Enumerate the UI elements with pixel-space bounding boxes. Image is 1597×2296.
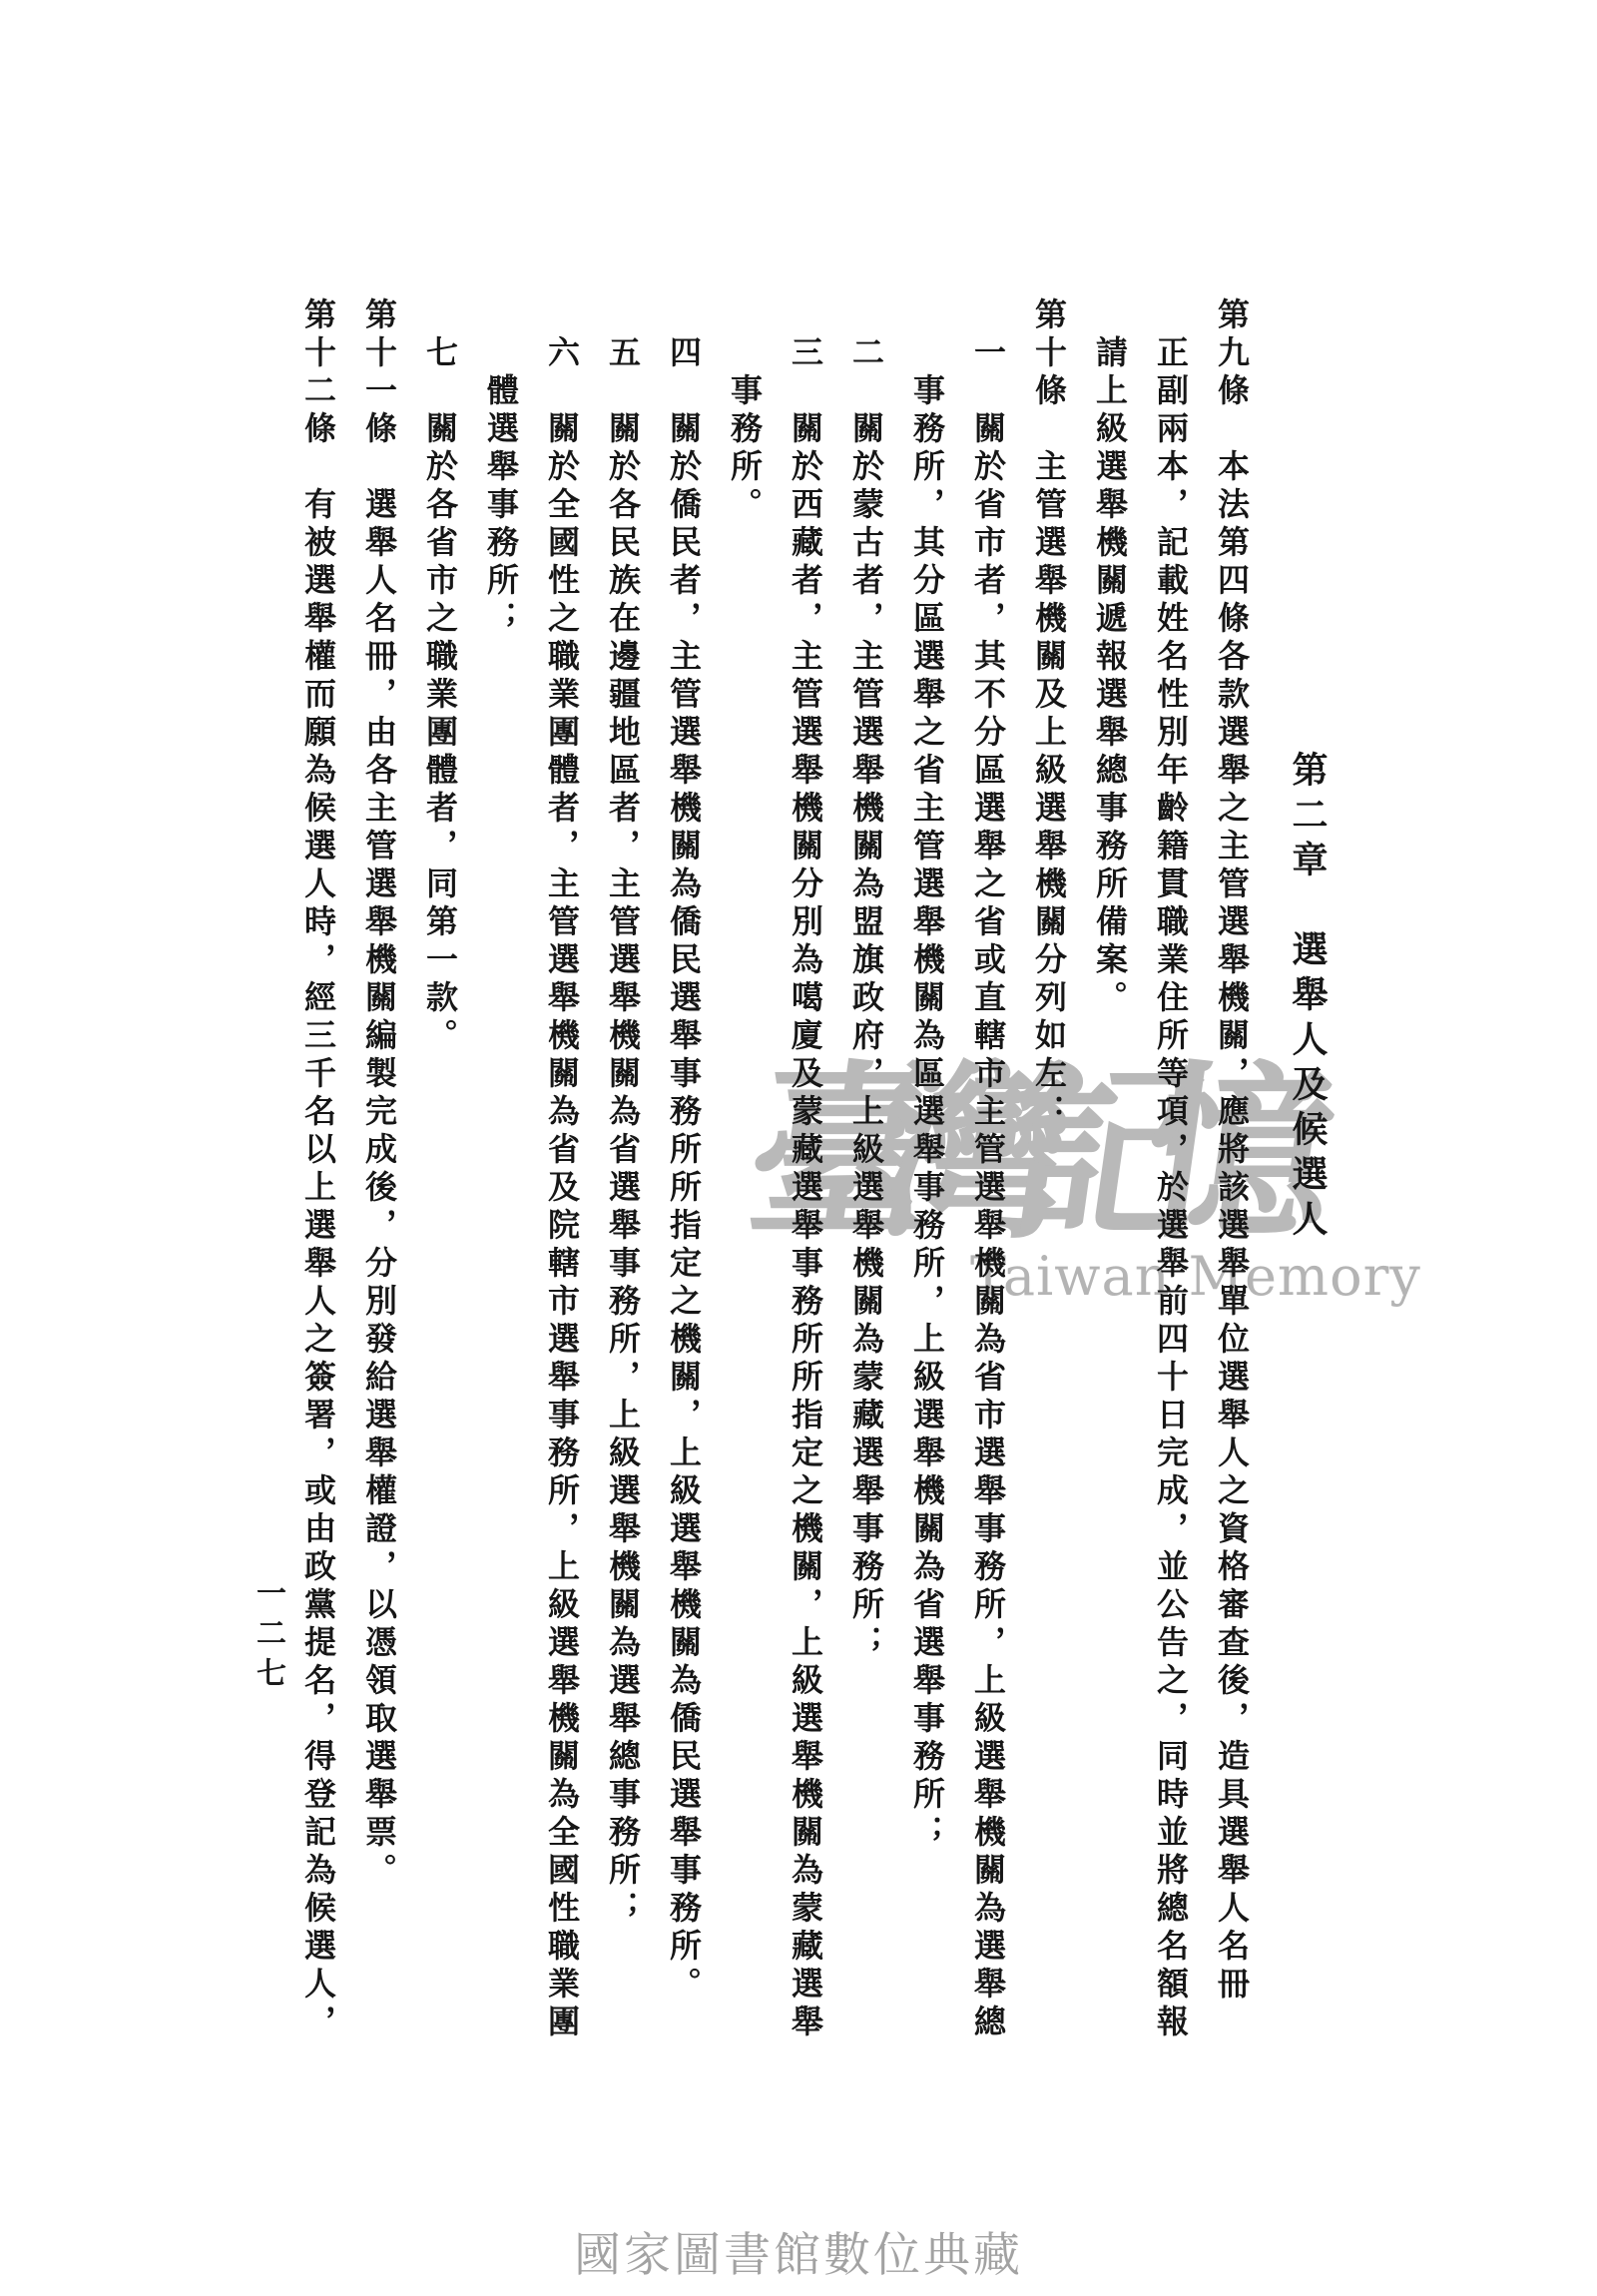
text-column: 四 關於僑民者，主管選舉機關為僑民選舉事務所所指定之機關，上級選舉機關為僑民選舉事務所。 (665, 297, 703, 2005)
text-column: 一 關於省市者，其不分區選舉之省或直轄市主管選舉機關為省市選舉事務所，上級選舉機關為選舉總 (969, 297, 1007, 2042)
text-column: 六 關於全國性之職業團體者，主管選舉機關為省及院轄市選舉事務所，上級選舉機關為全國性職業團 (543, 297, 581, 2042)
page-number: 一二七 (251, 1577, 285, 1697)
text-column: 事務所，其分區選舉之省主管選舉機關為區選舉事務所，上級選舉機關為省選舉事務所； (908, 297, 946, 1853)
text-column: 第十條 主管選舉機關及上級選舉機關分列如左： (1030, 297, 1068, 1132)
text-column: 體選舉事務所； (482, 297, 520, 639)
text-column: 正副兩本，記載姓名性別年齡籍貫職業住所等項，於選舉前四十日完成，並公告之，同時並將總名額報 (1152, 297, 1190, 2042)
text-column: 請上級選舉機關遞報選舉總事務所備案。 (1091, 297, 1129, 1018)
digital-archive-footer: 國家圖書館數位典藏 (574, 2228, 1023, 2281)
text-column: 第十二條 有被選舉權而願為候選人時，經三千名以上選舉人之簽署，或由政黨提名，得登記為候選人， (299, 297, 337, 2042)
text-column: 二 關於蒙古者，主管選舉機關為盟旗政府，上級選舉機關為蒙藏選舉事務所； (847, 297, 885, 1663)
taiwan-memory-watermark-latin: Taiwan Memory (970, 1245, 1421, 1308)
law-text-block (287, 297, 1262, 2104)
text-column: 七 關於各省市之職業團體者，同第一款。 (421, 297, 459, 1056)
text-column: 三 關於西藏者，主管選舉機關分別為噶廈及蒙藏選舉事務所所指定之機關，上級選舉機關為蒙藏選舉 (787, 297, 824, 2042)
chapter-heading: 第二章 選舉人及候選人 (1287, 751, 1329, 1245)
text-column: 第九條 本法第四條各款選舉之主管選舉機關，應將該選舉單位選舉人之資格審查後，造具選舉人名冊 (1213, 297, 1251, 2005)
text-column: 事務所。 (726, 297, 764, 525)
text-column: 第十一條 選舉人名冊，由各主管選舉機關編製完成後，分別發給選舉權證，以憑領取選舉票。 (360, 297, 398, 1891)
text-column: 五 關於各民族在邊疆地區者，主管選舉機關為省選舉事務所，上級選舉機關為選舉總事務所； (604, 297, 642, 1929)
taiwan-memory-watermark-cjk: 臺灣記憶 (735, 1043, 1294, 1264)
